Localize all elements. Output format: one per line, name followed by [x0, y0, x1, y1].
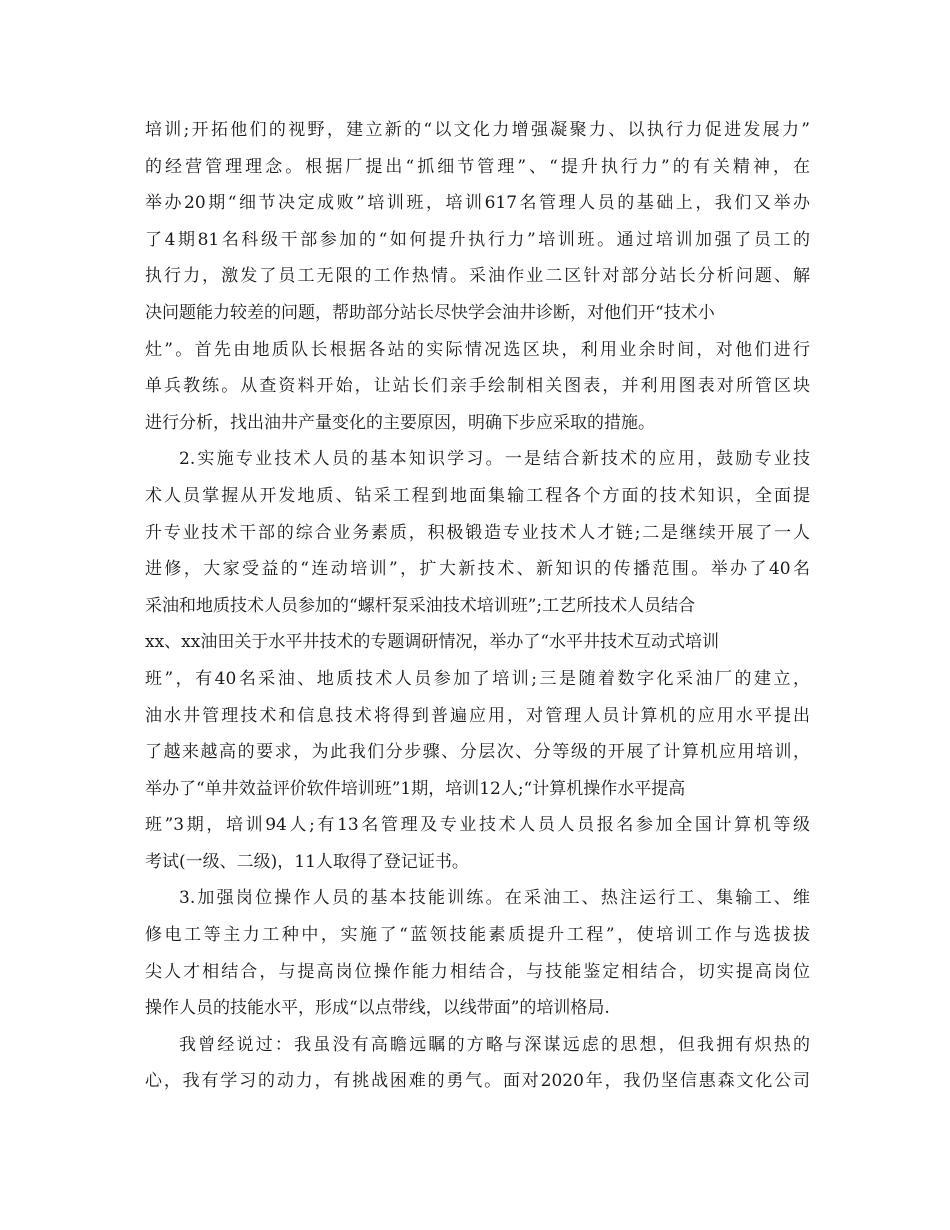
- text-line: 执行力，激发了员工无限的工作热情。采油作业二区针对部分站长分析问题、解: [145, 266, 810, 287]
- text-line: 操作人员的技能水平，形成“以点带线，以线带面”的培训格局.: [145, 998, 610, 1019]
- text-line: 进行分析，找出油井产量变化的主要原因，明确下步应采取的措施。: [145, 412, 655, 433]
- text-line: 班”，有40名采油、地质技术人员参加了培训;三是随着数字化采油厂的建立，: [145, 668, 810, 689]
- text-line: 进修，大家受益的“连动培训”，扩大新技术、新知识的传播范围。举办了40名: [145, 559, 810, 580]
- text-line: 灶”。首先由地质队长根据各站的实际情况选区块，利用业余时间，对他们进行: [145, 339, 810, 360]
- text-line: xx、xx油田关于水平井技术的专题调研情况，举办了“水平井技术互动式培训: [145, 632, 720, 653]
- text-line: 2.实施专业技术人员的基本知识学习。一是结合新技术的应用，鼓励专业技: [179, 449, 810, 470]
- text-line: 心，我有学习的动力，有挑战困难的勇气。面对2020年，我仍坚信惠森文化公司: [145, 1071, 810, 1092]
- body-text: [145, 112, 810, 1100]
- text-line: 班”3期，培训94人;有13名管理及专业技术人员人员报名参加全国计算机等级: [145, 815, 810, 836]
- text-line: 尖人才相结合，与提高岗位操作能力相结合，与技能鉴定相结合，切实提高岗位: [145, 961, 810, 982]
- text-line: 的经营管理理念。根据厂提出“抓细节管理”、“提升执行力”的有关精神，在: [145, 156, 810, 177]
- text-line: 我曾经说过：我虽没有高瞻远瞩的方略与深谋远虑的思想，但我拥有炽热的: [179, 1034, 810, 1055]
- text-line: 举办了“单井效益评价软件培训班”1期，培训12人;“计算机操作水平提高: [145, 778, 686, 799]
- text-line: 术人员掌握从开发地质、钻采工程到地面集输工程各个方面的技术知识，全面提: [145, 485, 810, 506]
- text-line: 升专业技术干部的综合业务素质，积极锻造专业技术人才链;二是继续开展了一人: [145, 522, 810, 543]
- text-line: 培训;开拓他们的视野，建立新的“以文化力增强凝聚力、以执行力促进发展力”: [145, 120, 810, 140]
- text-line: 单兵教练。从查资料开始，让站长们亲手绘制相关图表，并利用图表对所管区块: [145, 376, 810, 397]
- text-line: 采油和地质技术人员参加的“螺杆泵采油技术培训班”;工艺所技术人员结合: [145, 595, 696, 616]
- text-line: 了越来越高的要求，为此我们分步骤、分层次、分等级的开展了计算机应用培训，: [145, 742, 810, 763]
- text-line: 举办20期“细节决定成败”培训班，培训617名管理人员的基础上，我们又举办: [145, 193, 810, 214]
- text-line: 3.加强岗位操作人员的基本技能训练。在采油工、热注运行工、集输工、维: [179, 888, 810, 909]
- text-line: 了4期81名科级干部参加的“如何提升执行力”培训班。通过培训加强了员工的: [145, 229, 810, 250]
- text-line: 修电工等主力工种中，实施了“蓝领技能素质提升工程”，使培训工作与选拔拔: [145, 925, 810, 946]
- text-line: 油水井管理技术和信息技术将得到普遍应用，对管理人员计算机的应用水平提出: [145, 705, 810, 726]
- text-line: 决问题能力较差的问题，帮助部分站长尽快学会油井诊断，对他们开“技术小: [145, 302, 715, 323]
- text-line: 考试(一级、二级)，11人取得了登记证书。: [145, 851, 469, 872]
